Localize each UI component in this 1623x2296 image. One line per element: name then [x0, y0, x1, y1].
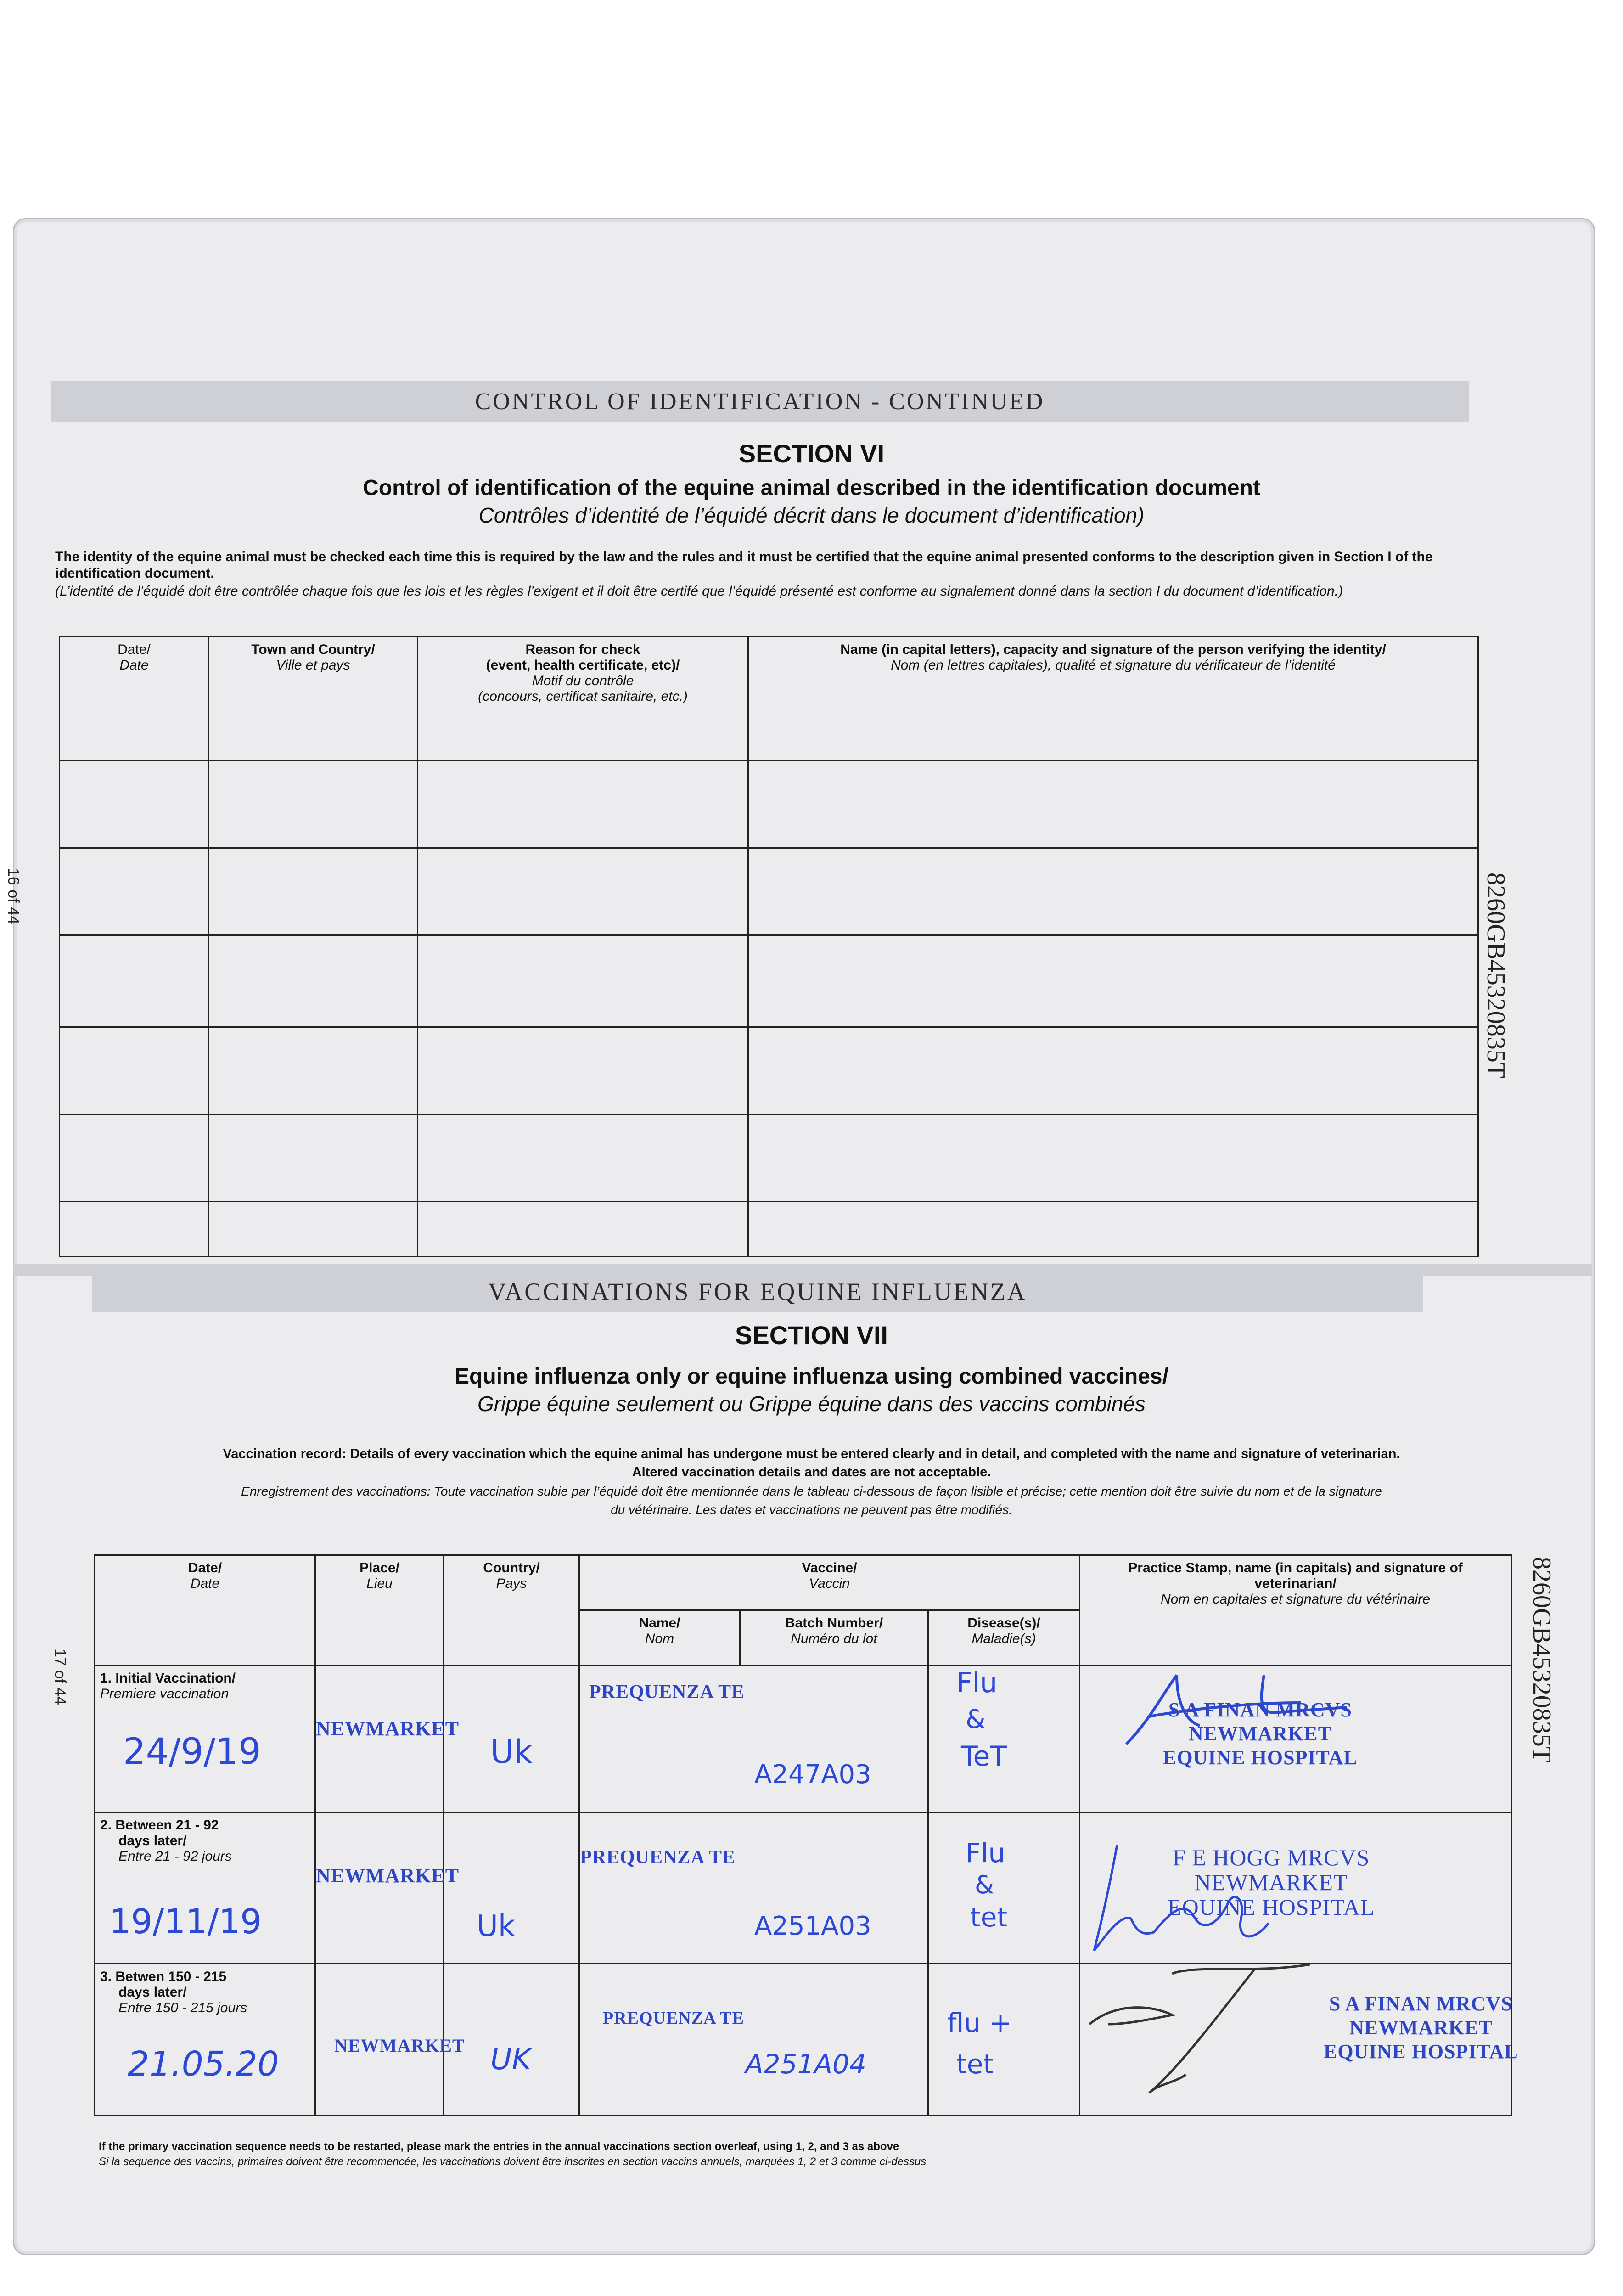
col-vaccine-label-fr: Vaccin: [809, 1576, 850, 1591]
row1-stamp-line1: S A FINAN MRCVS: [1168, 1699, 1352, 1721]
col-reason-label-fr-2: (concours, certificat sanitaire, etc.): [478, 689, 688, 704]
section-vii-title-fr: Grippe équine seulement ou Grippe équine dans des vaccins combinés: [477, 1392, 1146, 1416]
col-town-label-fr: Ville et pays: [276, 658, 350, 673]
section-vi-banner: [51, 381, 1469, 422]
section-vi-title-fr: Contrôles d’identité de l’équidé décrit dans le document d’identification): [478, 503, 1145, 527]
col-town-header: [209, 637, 418, 761]
vaccination-row-1: [95, 1666, 1511, 1812]
col-vaccine-label: Vaccine/: [802, 1560, 857, 1576]
col-country-header: [444, 1555, 579, 1666]
row1-stamp-line2: NEWMARKET: [1188, 1722, 1332, 1745]
col-date-header: [95, 1555, 315, 1666]
row3-country-cell[interactable]: [444, 1964, 579, 2116]
row2-label-2: days later/: [118, 1833, 187, 1848]
vaccination-row-3: [95, 1964, 1511, 2116]
col-country-label-fr: Pays: [496, 1576, 527, 1591]
vaccination-table: [94, 1554, 1518, 2116]
row1-disease-line1: Flu: [956, 1667, 998, 1699]
record-fr-2: du vétérinaire. Les dates et vaccinations ne peuvent pas être modifiés.: [611, 1503, 1012, 1517]
row3-signature: [1080, 1946, 1337, 2121]
row1-place-cell[interactable]: [315, 1666, 460, 1812]
row2-stamp-line3: EQUINE HOSPITAL: [1168, 1894, 1375, 1920]
col-stamp-label: Practice Stamp, name (in capitals) and signature of: [1128, 1560, 1463, 1576]
col-batch-header: [740, 1610, 928, 1666]
row2-label-fr: Entre 21 - 92 jours: [118, 1849, 232, 1864]
col-stamp-label-2: veterinarian/: [1254, 1576, 1337, 1591]
row1-batch-handwritten: A247A03: [754, 1760, 871, 1790]
empty-cell[interactable]: [60, 935, 209, 1027]
empty-cell[interactable]: [418, 1027, 748, 1114]
col-date-label-fr: Date: [190, 1576, 220, 1591]
row2-place-stamp: NEWMARKET: [316, 1864, 460, 1887]
row2-date-cell[interactable]: [95, 1812, 315, 1964]
footer-note-fr: Si la sequence des vaccins, primaires doivent être recommencée, les vaccinations doivent être inscrites en section vaccins annuels, marquées 1, 2 et 3 comme ci-dessus: [99, 2155, 927, 2168]
row2-stamp-line1: F E HOGG MRCVS: [1172, 1845, 1370, 1870]
row1-place-stamp: NEWMARKET: [316, 1717, 460, 1740]
row1-disease-cell[interactable]: [928, 1666, 1080, 1812]
row1-disease-line2: &: [966, 1705, 986, 1734]
row1-vaccine-stamp: PREQUENZA TE: [589, 1682, 745, 1703]
section-vi-para-en: The identity of the equine animal must be checked each time this is required by the law and the rules and it must be certified that the equine animal presented conforms to the description given in Section I of the identification document.: [55, 549, 1433, 581]
identity-check-table: [59, 636, 1479, 1257]
row3-stamp-line3: EQUINE HOSPITAL: [1324, 2040, 1518, 2063]
col-place-label-fr: Lieu: [366, 1576, 393, 1591]
page-number-17: 17 of 44: [51, 1649, 69, 1705]
row1-country-cell[interactable]: [444, 1666, 579, 1812]
section-vii-heading: SECTION VII: [735, 1321, 888, 1350]
empty-cell[interactable]: [748, 1114, 1478, 1202]
col-name-label: Name (in capital letters), capacity and signature of the person verifying the identity/: [840, 642, 1386, 657]
col-place-label: Place/: [359, 1560, 399, 1576]
empty-cell[interactable]: [748, 1027, 1478, 1114]
row3-stamp-line1: S A FINAN MRCVS: [1329, 1992, 1513, 2015]
empty-cell[interactable]: [60, 1027, 209, 1114]
record-fr-1: Enregistrement des vaccinations: Toute vaccination subie par l’équidé doit être mentionnée dans le tableau ci-dessous de façon lisible et précise; cette mention doit être suivie du nom et de la signature: [241, 1484, 1382, 1498]
col-stamp-header: [1080, 1555, 1511, 1666]
empty-cell[interactable]: [60, 1114, 209, 1202]
col-date-label-fr: Date: [119, 658, 149, 673]
empty-cell[interactable]: [748, 761, 1478, 848]
row2-date-handwritten: 19/11/19: [109, 1902, 262, 1941]
col-reason-label: Reason for check: [525, 642, 640, 657]
row2-signature: [1080, 1840, 1292, 1960]
col-reason-label-2: (event, health certificate, etc)/: [486, 658, 680, 673]
row2-disease-line2: &: [975, 1870, 994, 1899]
col-date-label: Date/: [118, 642, 151, 657]
row1-stamp-cell[interactable]: [1080, 1666, 1511, 1812]
empty-cell[interactable]: [418, 848, 748, 935]
row1-disease-line3: TeT: [961, 1740, 1007, 1773]
col-place-header: [315, 1555, 444, 1666]
row1-date-handwritten: 24/9/19: [123, 1731, 261, 1773]
row1-label-fr: Premiere vaccination: [100, 1686, 229, 1701]
col-disease-label-fr: Maladie(s): [972, 1631, 1036, 1646]
row1-label: 1. Initial Vaccination/: [100, 1671, 236, 1686]
side-id-lower: 8260GB45320835T: [1528, 1557, 1556, 1762]
empty-cell[interactable]: [748, 935, 1478, 1027]
row2-stamp-line2: NEWMARKET: [1194, 1869, 1348, 1895]
row2-disease-line1: Flu: [966, 1837, 1005, 1868]
col-batch-label-fr: Numéro du lot: [791, 1631, 877, 1646]
row3-date-handwritten: 21.05.20: [128, 2044, 279, 2084]
empty-cell[interactable]: [209, 1027, 418, 1114]
row3-place-stamp: NEWMARKET: [334, 2035, 465, 2056]
row3-date-cell[interactable]: [95, 1964, 315, 2116]
col-name-header: [748, 637, 1478, 761]
empty-cell[interactable]: [418, 1202, 748, 1257]
row2-disease-cell[interactable]: [928, 1812, 1080, 1964]
section-vi-para-fr: (L’identité de l’équidé doit être contrôlée chaque fois que les lois et les règles l’exigent et il doit être certifé que l’équidé présenté est conforme au signalement donné dans la section I du document d’identification.): [55, 584, 1343, 599]
row2-country-handwritten: Uk: [477, 1909, 515, 1943]
section-vii-title-en: Equine influenza only or equine influenza using combined vaccines/: [455, 1364, 1168, 1389]
page-number-16: 16 of 44: [5, 868, 22, 924]
row3-label-fr: Entre 150 - 215 jours: [118, 2000, 247, 2015]
row1-date-cell[interactable]: [95, 1666, 315, 1812]
section-vii-banner: [92, 1271, 1423, 1312]
col-batch-label: Batch Number/: [785, 1615, 883, 1631]
row3-batch-handwritten: A251A04: [745, 2048, 866, 2080]
col-disease-header: [928, 1610, 1080, 1666]
vaccination-row-2: [95, 1812, 1511, 1964]
col-date-label: Date/: [188, 1560, 222, 1576]
col-name-label-fr: Nom (en lettres capitales), qualité et signature du vérificateur de l’identité: [891, 658, 1336, 673]
row1-practice-stamp: [1163, 1698, 1358, 1770]
record-en-1: Vaccination record: Details of every vaccination which the equine animal has undergone must be entered clearly and in detail, and completed with the name and signature of veterinarian.: [223, 1446, 1400, 1461]
row3-label: 3. Betwen 150 - 215: [100, 1969, 227, 1984]
empty-cell[interactable]: [209, 848, 418, 935]
row2-vaccine-cell[interactable]: [579, 1812, 928, 1964]
row3-disease-cell[interactable]: [928, 1964, 1080, 2116]
empty-cell[interactable]: [418, 935, 748, 1027]
col-country-label: Country/: [483, 1560, 540, 1576]
col-date-header: [60, 637, 209, 761]
col-reason-header: [418, 637, 748, 761]
empty-cell[interactable]: [418, 1114, 748, 1202]
row2-batch-handwritten: A251A03: [754, 1911, 871, 1941]
empty-cell[interactable]: [209, 1202, 418, 1257]
col-vaccine-header: [579, 1555, 1080, 1610]
row1-vaccine-cell[interactable]: [579, 1666, 928, 1812]
row3-disease-line2: tet: [956, 2048, 994, 2080]
row3-vaccine-stamp: PREQUENZA TE: [603, 2009, 744, 2028]
section-vi-title-en: Control of identification of the equine animal described in the identification document: [363, 476, 1260, 500]
row3-stamp-line2: NEWMARKET: [1349, 2016, 1493, 2039]
col-stamp-label-fr: Nom en capitales et signature du vétérinaire: [1161, 1592, 1431, 1607]
row2-disease-line3: tet: [970, 1902, 1008, 1933]
col-vname-label-fr: Nom: [645, 1631, 674, 1646]
empty-cell[interactable]: [209, 1114, 418, 1202]
empty-cell[interactable]: [60, 848, 209, 935]
empty-cell[interactable]: [60, 761, 209, 848]
row3-disease-line1: flu +: [947, 2007, 1012, 2038]
side-id-upper: 8260GB45320835T: [1482, 872, 1510, 1078]
empty-cell[interactable]: [418, 761, 748, 848]
row1-stamp-line3: EQUINE HOSPITAL: [1163, 1746, 1358, 1769]
row3-practice-stamp: [1324, 1992, 1518, 2064]
empty-cell[interactable]: [60, 1202, 209, 1257]
banner-text: CONTROL OF IDENTIFICATION - CONTINUED: [475, 388, 1045, 415]
row3-country-handwritten: UK: [490, 2043, 531, 2077]
empty-cell[interactable]: [209, 761, 418, 848]
record-en-2: Altered vaccination details and dates are not acceptable.: [632, 1465, 991, 1480]
col-disease-label: Disease(s)/: [967, 1615, 1040, 1631]
footer-note-en: If the primary vaccination sequence needs to be restarted, please mark the entries in the annual vaccinations section overleaf, using 1, 2, and 3 as above: [99, 2140, 899, 2153]
section-vi-heading: SECTION VI: [738, 439, 885, 468]
row3-stamp-cell[interactable]: [1080, 1964, 1518, 2116]
col-vname-header: [579, 1610, 740, 1666]
row2-place-cell[interactable]: [315, 1812, 460, 1964]
row2-label: 2. Between 21 - 92: [100, 1818, 219, 1833]
row2-vaccine-stamp: PREQUENZA TE: [580, 1847, 736, 1868]
row3-label-2: days later/: [118, 1985, 187, 2000]
col-reason-label-fr: Motif du contrôle: [532, 673, 634, 688]
col-vname-label: Name/: [639, 1615, 680, 1631]
row1-country-handwritten: Uk: [490, 1733, 533, 1771]
banner-text: VACCINATIONS FOR EQUINE INFLUENZA: [488, 1278, 1027, 1306]
empty-cell[interactable]: [748, 848, 1478, 935]
empty-cell[interactable]: [209, 935, 418, 1027]
row3-place-cell[interactable]: [315, 1964, 465, 2116]
row2-country-cell[interactable]: [444, 1812, 579, 1964]
col-town-label: Town and Country/: [251, 642, 375, 657]
row2-stamp-cell[interactable]: [1080, 1812, 1511, 1964]
empty-cell[interactable]: [748, 1202, 1478, 1257]
row3-vaccine-cell[interactable]: [579, 1964, 928, 2116]
